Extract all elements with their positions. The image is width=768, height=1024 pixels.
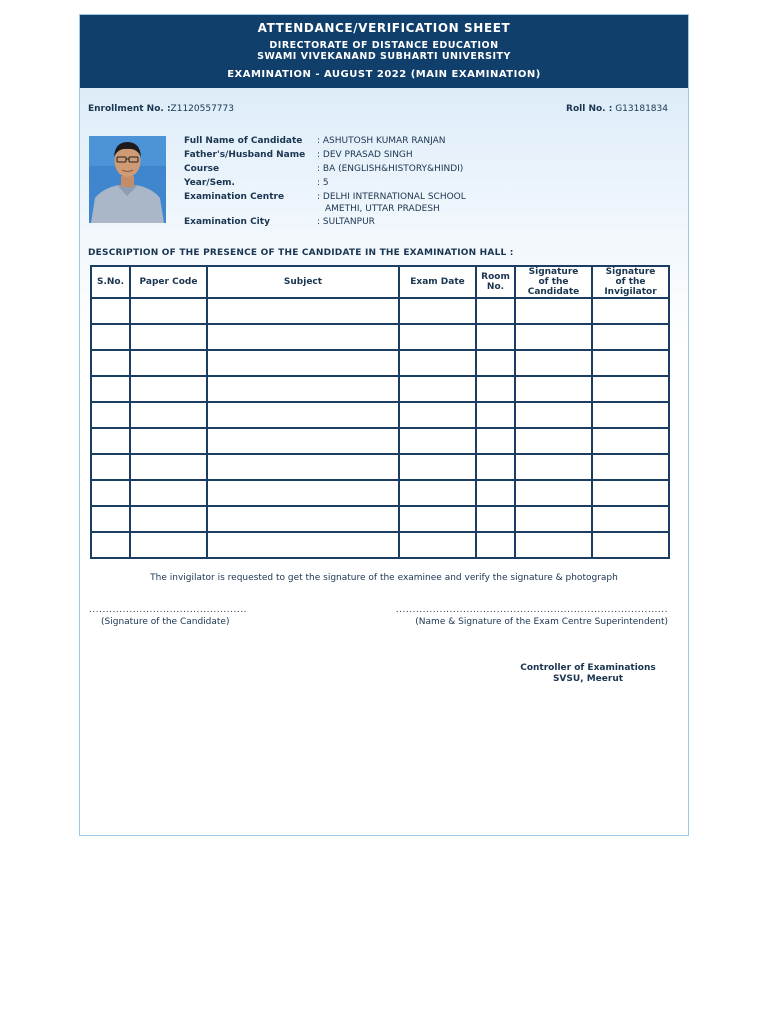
table-cell bbox=[476, 376, 515, 402]
table-cell bbox=[91, 506, 130, 532]
col-sig-line: of the bbox=[615, 277, 646, 287]
table-cell bbox=[399, 454, 476, 480]
candidate-signature-line: ............................................... bbox=[89, 605, 247, 615]
col-sig-line: Signature bbox=[605, 267, 656, 277]
detail-row-centre bbox=[184, 191, 604, 216]
table-cell bbox=[91, 324, 130, 350]
table-cell bbox=[476, 402, 515, 428]
sheet-title: ATTENDANCE/VERIFICATION SHEET bbox=[257, 21, 511, 35]
table-cell bbox=[91, 376, 130, 402]
enrollment-label: Enrollment No. : bbox=[88, 104, 171, 114]
table-cell bbox=[130, 506, 207, 532]
table-cell bbox=[476, 454, 515, 480]
detail-label: Father's/Husband Name bbox=[184, 150, 306, 160]
table-cell bbox=[91, 532, 130, 558]
table-cell bbox=[207, 350, 399, 376]
table-cell bbox=[592, 402, 669, 428]
university-name: SWAMI VIVEKANAND SUBHARTI UNIVERSITY bbox=[257, 51, 511, 62]
table-cell bbox=[592, 480, 669, 506]
table-cell bbox=[399, 298, 476, 324]
table-row bbox=[91, 298, 669, 324]
table-cell bbox=[399, 532, 476, 558]
detail-row-year bbox=[184, 177, 604, 191]
detail-label: Examination Centre bbox=[184, 192, 285, 202]
table-header-row bbox=[91, 266, 669, 298]
table-cell bbox=[592, 532, 669, 558]
table-cell bbox=[515, 402, 592, 428]
col-room-line: No. bbox=[486, 282, 505, 292]
detail-label: Full Name of Candidate bbox=[184, 136, 303, 146]
col-signature-invigilator bbox=[592, 266, 669, 298]
table-cell bbox=[515, 454, 592, 480]
table-row bbox=[91, 532, 669, 558]
table-cell bbox=[399, 428, 476, 454]
col-signature-candidate bbox=[515, 266, 592, 298]
table-row bbox=[91, 454, 669, 480]
table-cell bbox=[476, 324, 515, 350]
candidate-details bbox=[184, 135, 604, 230]
table-cell bbox=[91, 298, 130, 324]
table-cell bbox=[207, 532, 399, 558]
detail-value: : SULTANPUR bbox=[317, 217, 375, 227]
candidate-photo bbox=[89, 136, 166, 223]
table-row bbox=[91, 480, 669, 506]
superintendent-signature-line: ................................................................................. bbox=[395, 605, 668, 615]
detail-value: : BA (ENGLISH&HISTORY&HINDI) bbox=[317, 164, 464, 174]
table-cell bbox=[130, 454, 207, 480]
table-cell bbox=[207, 480, 399, 506]
table-cell bbox=[592, 428, 669, 454]
candidate-signature-caption: (Signature of the Candidate) bbox=[101, 617, 230, 627]
table-cell bbox=[592, 454, 669, 480]
table-row bbox=[91, 506, 669, 532]
table-cell bbox=[592, 324, 669, 350]
table-cell bbox=[476, 480, 515, 506]
col-sig-line: Invigilator bbox=[604, 287, 657, 297]
table-cell bbox=[130, 480, 207, 506]
candidate-photo-image bbox=[89, 136, 166, 223]
table-cell bbox=[476, 506, 515, 532]
table-cell bbox=[130, 324, 207, 350]
detail-value bbox=[317, 191, 577, 215]
table-cell bbox=[476, 428, 515, 454]
detail-label: Examination City bbox=[184, 217, 270, 227]
table-cell bbox=[476, 350, 515, 376]
table-row bbox=[91, 402, 669, 428]
table-cell bbox=[207, 428, 399, 454]
col-paper-code: Paper Code bbox=[130, 266, 207, 298]
enrollment-number bbox=[88, 104, 234, 114]
table-cell bbox=[399, 480, 476, 506]
table-cell bbox=[515, 324, 592, 350]
table-cell bbox=[592, 376, 669, 402]
detail-row-father bbox=[184, 149, 604, 163]
table-cell bbox=[515, 506, 592, 532]
table-cell bbox=[130, 402, 207, 428]
col-room-no bbox=[476, 266, 515, 298]
table-cell bbox=[399, 506, 476, 532]
invigilator-note: The invigilator is requested to get the signature of the examinee and verify the signature & photograph bbox=[150, 573, 618, 583]
col-sig-line: of the bbox=[538, 277, 569, 287]
controller-location: SVSU, Meerut bbox=[552, 674, 624, 684]
table-cell bbox=[207, 298, 399, 324]
col-exam-date: Exam Date bbox=[399, 266, 476, 298]
roll-number bbox=[566, 104, 668, 114]
table-row bbox=[91, 376, 669, 402]
centre-line-1: : DELHI INTERNATIONAL SCHOOL bbox=[317, 192, 466, 202]
table-cell bbox=[130, 350, 207, 376]
examination-name: EXAMINATION - AUGUST 2022 (MAIN EXAMINATION) bbox=[227, 69, 541, 80]
table-cell bbox=[476, 298, 515, 324]
table-cell bbox=[399, 350, 476, 376]
table-cell bbox=[130, 428, 207, 454]
col-sno: S.No. bbox=[91, 266, 130, 298]
detail-row-city bbox=[184, 216, 604, 230]
detail-label: Year/Sem. bbox=[184, 178, 235, 188]
table-cell bbox=[515, 298, 592, 324]
detail-value: : 5 bbox=[317, 178, 329, 188]
table-cell bbox=[515, 376, 592, 402]
attendance-table bbox=[90, 265, 670, 559]
table-cell bbox=[91, 402, 130, 428]
col-subject: Subject bbox=[207, 266, 399, 298]
table-cell bbox=[592, 506, 669, 532]
table-cell bbox=[207, 324, 399, 350]
table-cell bbox=[130, 532, 207, 558]
table-cell bbox=[207, 376, 399, 402]
table-cell bbox=[207, 402, 399, 428]
detail-label: Course bbox=[184, 164, 220, 174]
table-cell bbox=[207, 454, 399, 480]
detail-value: : DEV PRASAD SINGH bbox=[317, 150, 413, 160]
detail-row-name bbox=[184, 135, 604, 149]
table-cell bbox=[91, 428, 130, 454]
roll-label: Roll No. : bbox=[566, 104, 613, 114]
sheet-header bbox=[80, 15, 688, 88]
table-cell bbox=[515, 428, 592, 454]
table-row bbox=[91, 324, 669, 350]
table-row bbox=[91, 428, 669, 454]
table-cell bbox=[91, 454, 130, 480]
col-room-line: Room bbox=[481, 272, 510, 282]
controller-of-examinations bbox=[508, 663, 668, 685]
table-cell bbox=[515, 350, 592, 376]
table-cell bbox=[592, 350, 669, 376]
roll-value: G13181834 bbox=[615, 104, 668, 114]
table-cell bbox=[91, 350, 130, 376]
attendance-table-body bbox=[91, 298, 669, 558]
table-cell bbox=[515, 480, 592, 506]
col-sig-line: Signature bbox=[528, 267, 579, 277]
table-cell bbox=[476, 532, 515, 558]
col-sig-line: Candidate bbox=[527, 287, 580, 297]
table-cell bbox=[207, 506, 399, 532]
table-cell bbox=[515, 532, 592, 558]
centre-line-2: AMETHI, UTTAR PRADESH bbox=[325, 204, 440, 214]
table-cell bbox=[130, 376, 207, 402]
table-cell bbox=[592, 298, 669, 324]
table-cell bbox=[399, 402, 476, 428]
table-row bbox=[91, 350, 669, 376]
table-cell bbox=[399, 376, 476, 402]
directorate-name: DIRECTORATE OF DISTANCE EDUCATION bbox=[269, 40, 499, 51]
table-cell bbox=[399, 324, 476, 350]
detail-row-course bbox=[184, 163, 604, 177]
controller-title: Controller of Examinations bbox=[520, 663, 656, 673]
table-cell bbox=[130, 298, 207, 324]
description-heading: DESCRIPTION OF THE PRESENCE OF THE CANDIDATE IN THE EXAMINATION HALL : bbox=[88, 248, 514, 258]
table-cell bbox=[91, 480, 130, 506]
superintendent-signature-caption: (Name & Signature of the Exam Centre Superintendent) bbox=[415, 617, 668, 627]
enrollment-value: Z1120557773 bbox=[170, 104, 234, 114]
attendance-sheet bbox=[79, 14, 689, 836]
detail-value: : ASHUTOSH KUMAR RANJAN bbox=[317, 136, 446, 146]
